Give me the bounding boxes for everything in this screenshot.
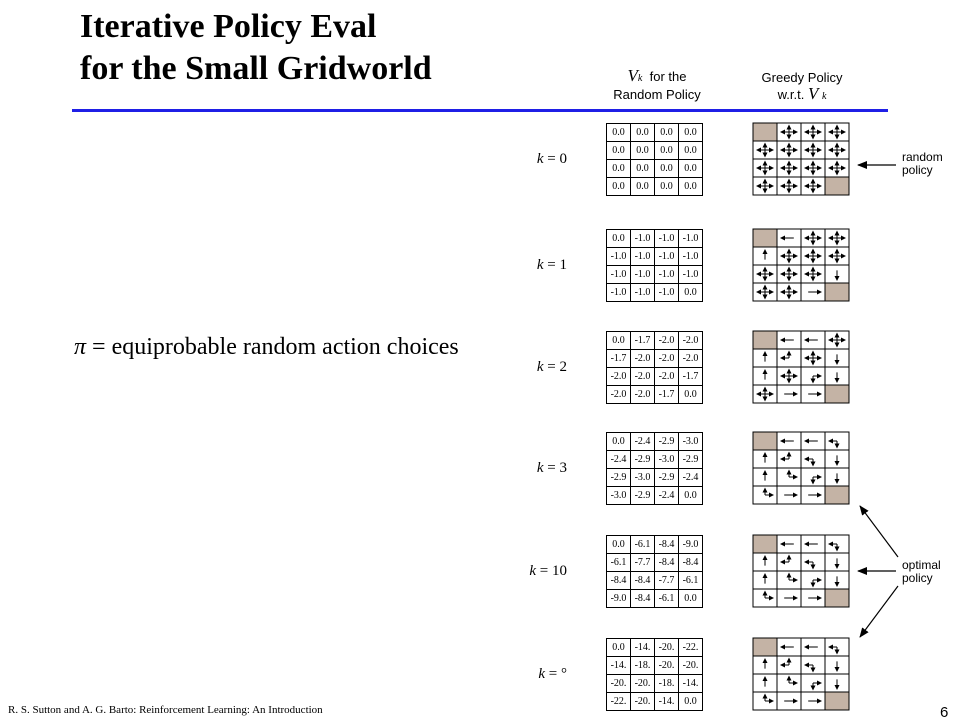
k-variable: k [529, 563, 537, 579]
value-cell: -2.9 [655, 469, 679, 487]
value-cell: -14. [679, 675, 703, 693]
value-cell: -1.0 [607, 248, 631, 266]
value-cell: -2.4 [607, 451, 631, 469]
k-variable: k [536, 460, 544, 476]
k-value: = 2 [543, 359, 567, 375]
value-cell: -1.0 [631, 284, 655, 302]
value-cell: -2.4 [655, 487, 679, 505]
value-cell: 0.0 [679, 124, 703, 142]
value-header-symbol: V [627, 66, 638, 85]
value-cell: -9.0 [679, 536, 703, 554]
value-cell: -1.7 [607, 350, 631, 368]
value-cell: -1.7 [631, 332, 655, 350]
k-variable: k [538, 666, 546, 682]
value-cell: -1.7 [655, 386, 679, 404]
value-cell: 0.0 [631, 124, 655, 142]
value-cell: 0.0 [631, 160, 655, 178]
value-cell: -18. [655, 675, 679, 693]
title-line-1: Iterative Policy Eval [80, 8, 377, 45]
value-cell: -2.9 [631, 487, 655, 505]
value-cell: 0.0 [679, 142, 703, 160]
k-value: = 0 [543, 151, 567, 167]
value-cell: 0.0 [607, 332, 631, 350]
value-cell: -1.0 [679, 230, 703, 248]
value-cell: -2.0 [679, 332, 703, 350]
value-cell: -8.4 [631, 572, 655, 590]
k-value: = 1 [543, 257, 567, 273]
value-cell: 0.0 [679, 160, 703, 178]
value-cell: -2.0 [655, 368, 679, 386]
value-cell: 0.0 [679, 386, 703, 404]
k-variable: k [536, 359, 544, 375]
value-cell: 0.0 [679, 487, 703, 505]
value-cell: 0.0 [655, 178, 679, 196]
value-cell: -14. [655, 693, 679, 711]
value-cell: -22. [607, 693, 631, 711]
value-cell: 0.0 [607, 433, 631, 451]
pi-symbol: π [74, 334, 87, 360]
value-cell: 0.0 [607, 160, 631, 178]
footer-citation: R. S. Sutton and A. G. Barto: Reinforcement Learning: An Introduction [8, 704, 323, 716]
value-cell: -1.7 [679, 368, 703, 386]
value-cell: -3.0 [631, 469, 655, 487]
value-cell: -1.0 [655, 284, 679, 302]
value-cell: -8.4 [631, 590, 655, 608]
value-cell: -8.4 [655, 536, 679, 554]
optimal-label-line1: optimal [902, 558, 941, 572]
random-label-line2: policy [902, 163, 933, 177]
value-cell: -6.1 [607, 554, 631, 572]
value-cell: -2.0 [679, 350, 703, 368]
policy-header-subscript: k [821, 91, 827, 102]
k-variable: k [536, 151, 544, 167]
value-cell: -8.4 [655, 554, 679, 572]
value-cell: -2.0 [655, 350, 679, 368]
random-label-line1: random [902, 150, 943, 164]
value-cell: -20. [607, 675, 631, 693]
k-value: = ° [545, 666, 567, 682]
optimal-arrow-k3 [860, 506, 898, 557]
value-cell: 0.0 [631, 142, 655, 160]
value-cell: 0.0 [607, 178, 631, 196]
value-cell: -1.0 [679, 248, 703, 266]
value-cell: -14. [631, 639, 655, 657]
value-cell: -1.0 [679, 266, 703, 284]
value-header-subscript: k [637, 73, 643, 84]
value-header-line1: for the [649, 69, 687, 84]
value-cell: -7.7 [655, 572, 679, 590]
value-cell: -6.1 [631, 536, 655, 554]
policy-header-line1: Greedy Policy [761, 70, 843, 85]
value-cell: -2.9 [655, 433, 679, 451]
value-cell: -2.0 [607, 386, 631, 404]
title-line-2: for the Small Gridworld [80, 50, 432, 87]
value-cell: -1.0 [655, 248, 679, 266]
value-cell: -7.7 [631, 554, 655, 572]
value-cell: -8.4 [679, 554, 703, 572]
value-cell: -2.4 [679, 469, 703, 487]
value-cell: -3.0 [655, 451, 679, 469]
value-cell: -20. [679, 657, 703, 675]
value-cell: 0.0 [607, 230, 631, 248]
policy-definition-text: = equiprobable random action choices [92, 334, 459, 360]
value-cell: -6.1 [679, 572, 703, 590]
value-cell: -8.4 [607, 572, 631, 590]
value-cell: -1.0 [631, 248, 655, 266]
value-cell: -22. [679, 639, 703, 657]
value-cell: -1.0 [607, 284, 631, 302]
k-value: = 10 [536, 563, 567, 579]
value-cell: 0.0 [655, 124, 679, 142]
value-cell: 0.0 [655, 142, 679, 160]
value-cell: 0.0 [607, 142, 631, 160]
value-cell: 0.0 [655, 160, 679, 178]
k-variable: k [536, 257, 544, 273]
value-cell: 0.0 [607, 536, 631, 554]
value-cell: -3.0 [607, 487, 631, 505]
value-cell: -6.1 [655, 590, 679, 608]
k-value: = 3 [543, 460, 567, 476]
value-cell: -20. [655, 657, 679, 675]
value-cell: -20. [631, 675, 655, 693]
value-cell: -2.9 [679, 451, 703, 469]
value-cell: 0.0 [679, 284, 703, 302]
optimal-label-line2: policy [902, 571, 933, 585]
value-cell: -2.0 [655, 332, 679, 350]
policy-header-symbol: V [807, 84, 819, 103]
value-cell: 0.0 [631, 178, 655, 196]
value-cell: -2.9 [631, 451, 655, 469]
value-cell: -2.4 [631, 433, 655, 451]
value-cell: -3.0 [679, 433, 703, 451]
value-cell: -2.0 [631, 386, 655, 404]
value-cell: 0.0 [679, 178, 703, 196]
value-cell: -2.0 [631, 368, 655, 386]
value-cell: -2.9 [607, 469, 631, 487]
value-cell: -1.0 [655, 266, 679, 284]
value-cell: 0.0 [607, 639, 631, 657]
value-cell: -9.0 [607, 590, 631, 608]
value-cell: -1.0 [607, 266, 631, 284]
value-cell: -1.0 [655, 230, 679, 248]
policy-header-prefix: w.r.t. [777, 87, 805, 102]
value-cell: -2.0 [607, 368, 631, 386]
value-cell: 0.0 [679, 693, 703, 711]
value-cell: -20. [631, 693, 655, 711]
value-cell: 0.0 [679, 590, 703, 608]
value-cell: -18. [631, 657, 655, 675]
page-number: 6 [940, 704, 949, 721]
value-cell: 0.0 [607, 124, 631, 142]
value-cell: -20. [655, 639, 679, 657]
value-cell: -1.0 [631, 266, 655, 284]
value-cell: -2.0 [631, 350, 655, 368]
value-header-line2: Random Policy [613, 87, 701, 102]
value-cell: -14. [607, 657, 631, 675]
optimal-arrow-kinf [860, 586, 898, 637]
value-cell: -1.0 [631, 230, 655, 248]
